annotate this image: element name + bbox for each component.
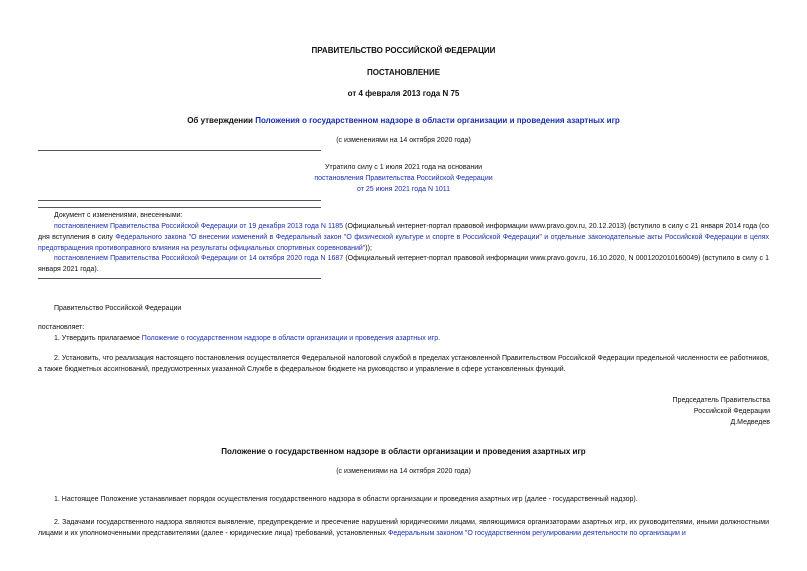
- title-prefix: Об утверждении: [187, 116, 256, 125]
- body-paragraph-2: 2. Установить, что реализация настоящего постановления осуществляется Федеральной налоговой службой в пределах установленной Правительством Российской Федерации предельной численности ее работников, а также бюджетных ассигнований, предусмотренных указанной Службе в федеральном бюджете на руководство и управление в сфере установленных функций.: [38, 355, 769, 373]
- change-text-1b: ));: [365, 245, 372, 252]
- signature-block: [673, 395, 770, 428]
- government-heading: ПРАВИТЕЛЬСТВО РОССИЙСКОЙ ФЕДЕРАЦИИ: [311, 46, 496, 55]
- decides-label: постановляет:: [38, 324, 85, 331]
- signature-title: Председатель Правительства: [672, 397, 770, 404]
- federal-law-regulation-link[interactable]: Федеральным законом "О государственном регулировании деятельности по организации и: [388, 530, 686, 537]
- amendment-note: (с изменениями на 14 октября 2020 года): [336, 137, 471, 144]
- body-paragraph-1: [54, 333, 440, 344]
- regulation-amendment-note: (с изменениями на 14 октября 2020 года): [336, 468, 471, 475]
- p1-end: .: [438, 335, 441, 342]
- title-link[interactable]: Положения о государственном надзоре в области организации и проведения азартных игр: [255, 116, 620, 125]
- change-text-1a: (Официальный интернет-портал правовой информации www.pravo.gov.ru, 20.12.2013) (вступило в силу с 21 января 2014 года (со дня вступления в силу: [38, 223, 769, 241]
- change-link-1[interactable]: постановлением Правительства Российской Федерации от 19 декабря 2013 года N 1185: [54, 223, 344, 230]
- signature-name: Д.Медведев: [730, 419, 770, 426]
- regulation-title: Положение о государственном надзоре в области организации и проведения азартных игр: [221, 447, 586, 456]
- issuer: Правительство Российской Федерации: [54, 305, 182, 312]
- regulation-link[interactable]: Положение о государственном надзоре в области организации и проведения азартных игр: [141, 335, 439, 342]
- expired-link-2[interactable]: от 25 июня 2021 года N 1011: [356, 186, 450, 193]
- changes-heading: Документ с изменениями, внесенными:: [54, 212, 183, 219]
- regulation-paragraph-1: 1. Настоящее Положение устанавливает порядок осуществления государственного надзора в области организации и проведения азартных игр (далее - государственный надзор).: [54, 496, 638, 503]
- document-type: ПОСТАНОВЛЕНИЕ: [366, 68, 441, 77]
- change-link-2[interactable]: постановлением Правительства Российской Федерации от 14 октября 2020 года N 1687: [54, 255, 344, 262]
- expired-line: Утратило силу с 1 июля 2021 года на основании: [324, 164, 483, 171]
- change-item-2: [38, 253, 769, 275]
- p2-text: 2. Задачами государственного надзора являются выявление, предупреждение и пресечение нарушений юридическими лицами, являющимися организаторами азартных игр, их руководителями, иными должностными лицами и их уполномоченными представителями (далее - юридические лица) требований, установленных: [38, 519, 769, 537]
- divider: [38, 200, 321, 201]
- change-text-2: (Официальный интернет-портал правовой информации www.pravo.gov.ru, 16.10.2020, N 0001202010160049) (вступило в силу с 1 января 2021 года).: [38, 255, 770, 273]
- expired-link-1[interactable]: постановления Правительства Российской Федерации: [314, 175, 493, 182]
- p1-text: 1. Утвердить прилагаемое: [54, 335, 142, 342]
- change-item-1: [38, 221, 769, 254]
- signature-org: Российской Федерации: [693, 408, 770, 415]
- divider: [38, 278, 321, 279]
- regulation-paragraph-2: [38, 517, 769, 539]
- federal-law-link[interactable]: Федерального закона "О внесении изменений в Федеральный закон "О физической культуре и спорте в Российской Федерации" и отдельные законодательные акты Российской Федерации в целях предотвращения противоправного влияния на результаты официальных спортивных соревнований": [38, 234, 769, 252]
- divider: [38, 207, 321, 208]
- document-title: [0, 115, 807, 127]
- divider: [38, 150, 321, 151]
- document-date-number: от 4 февраля 2013 года N 75: [347, 89, 460, 98]
